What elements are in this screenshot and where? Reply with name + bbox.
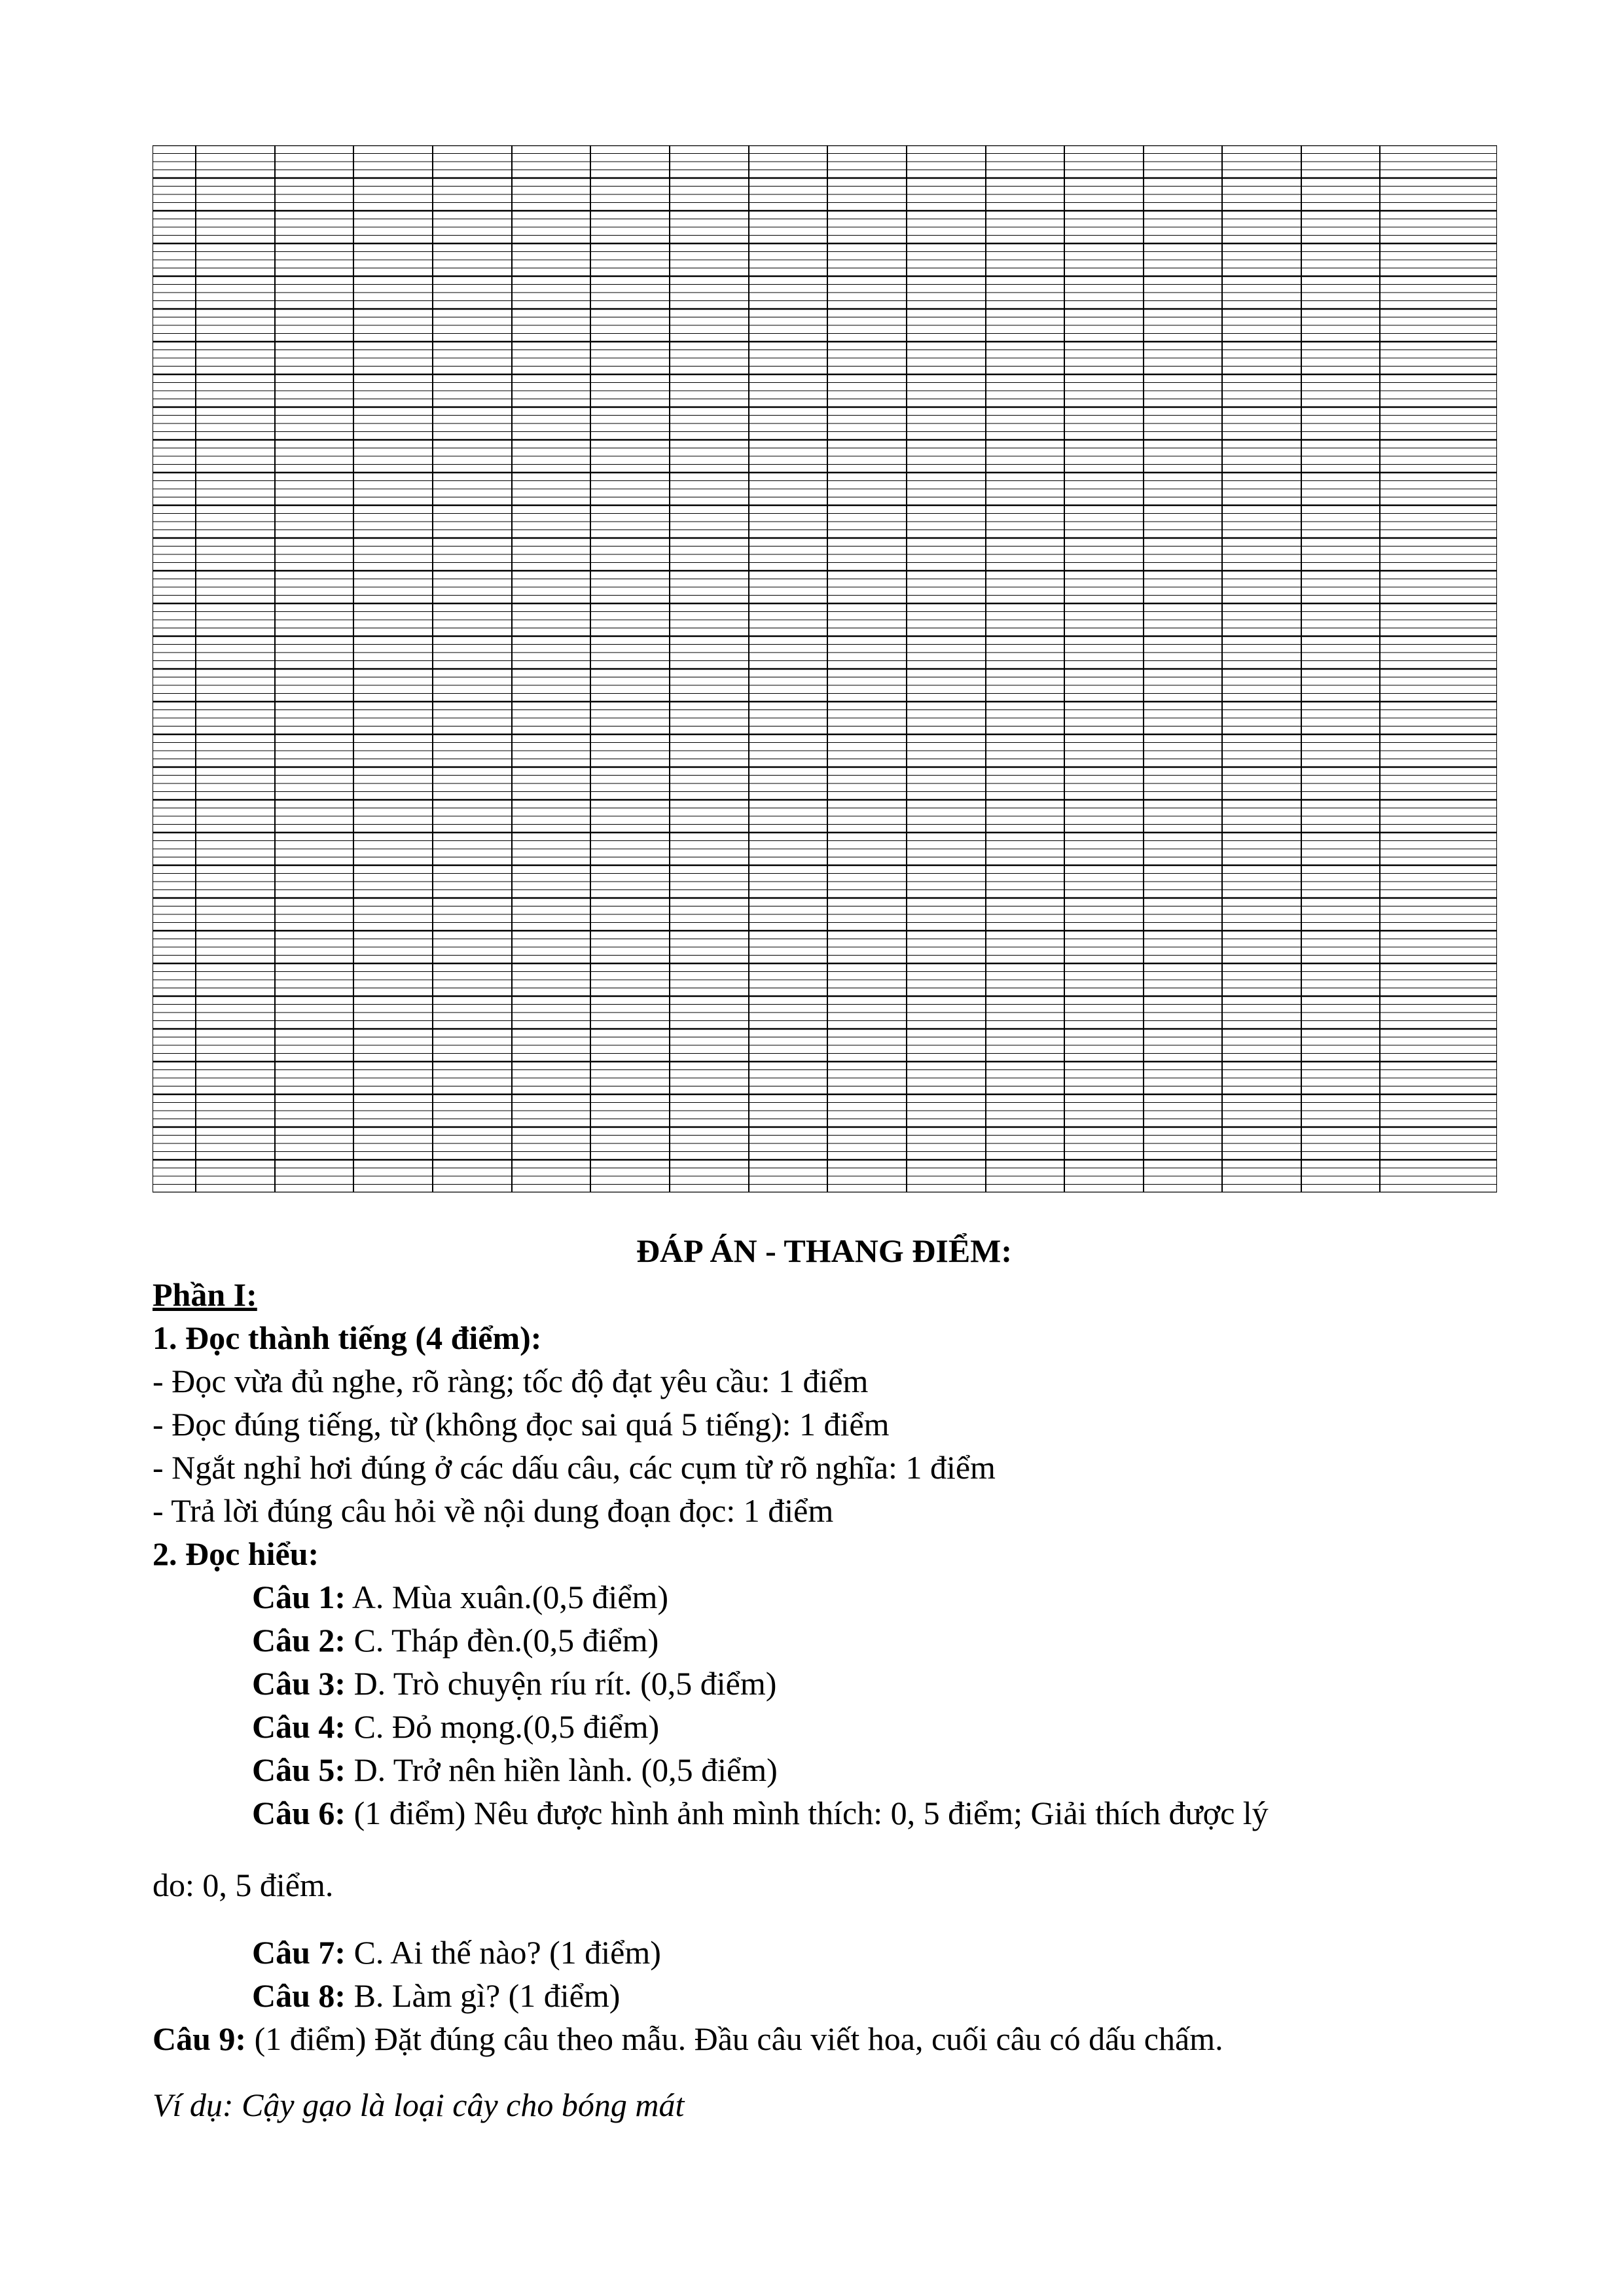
example-sentence: Ví dụ: Cậy gạo là loại cây cho bóng mát — [153, 2087, 685, 2123]
question-label: Câu 4: — [252, 1708, 346, 1745]
criterion-item: - Đọc đúng tiếng, từ (không đọc sai quá 5 tiếng): 1 điểm — [153, 1406, 890, 1443]
question-3 — [252, 1662, 776, 1705]
answer-key-title: ĐÁP ÁN - THANG ĐIỂM: — [636, 1232, 1013, 1269]
criterion-item: - Trả lời đúng câu hỏi về nội dung đoạn đọc: 1 điểm — [153, 1492, 834, 1529]
question-answer: (1 điểm) Đặt đúng câu theo mẫu. Đầu câu viết hoa, cuối câu có dấu chấm. — [246, 2020, 1223, 2057]
question-answer: D. Trở nên hiền lành. (0,5 điểm) — [346, 1751, 778, 1788]
question-7 — [252, 1931, 661, 1974]
criterion-item: - Đọc vừa đủ nghe, rõ ràng; tốc độ đạt yêu cầu: 1 điểm — [153, 1363, 869, 1399]
part-heading: Phần I: — [153, 1276, 257, 1313]
comprehension-heading: 2. Đọc hiểu: — [153, 1535, 319, 1572]
question-6-continuation: do: 0, 5 điểm. — [153, 1867, 334, 1903]
question-2 — [252, 1619, 659, 1662]
question-6 — [252, 1791, 1269, 1835]
question-8 — [252, 1974, 620, 2017]
writing-grid — [153, 145, 1497, 1193]
question-label: Câu 8: — [252, 1977, 346, 2014]
question-answer: (1 điểm) Nêu được hình ảnh mình thích: 0, 5 điểm; Giải thích được lý — [346, 1795, 1269, 1831]
question-9 — [153, 2017, 1223, 2060]
question-5 — [252, 1748, 778, 1791]
question-label: Câu 9: — [153, 2020, 247, 2057]
question-1 — [252, 1575, 668, 1619]
question-4 — [252, 1705, 659, 1748]
question-label: Câu 7: — [252, 1934, 346, 1971]
question-label: Câu 2: — [252, 1622, 346, 1659]
question-answer: C. Ai thế nào? (1 điểm) — [346, 1934, 661, 1971]
criterion-item: - Ngắt nghỉ hơi đúng ở các dấu câu, các cụm từ rõ nghĩa: 1 điểm — [153, 1449, 996, 1486]
reading-aloud-heading: 1. Đọc thành tiếng (4 điểm): — [153, 1319, 542, 1356]
question-answer: A. Mùa xuân.(0,5 điểm) — [346, 1579, 669, 1615]
question-label: Câu 5: — [252, 1751, 346, 1788]
question-answer: D. Trò chuyện ríu rít. (0,5 điểm) — [346, 1665, 777, 1702]
question-answer: C. Đỏ mọng.(0,5 điểm) — [346, 1708, 660, 1745]
question-label: Câu 3: — [252, 1665, 346, 1702]
question-answer: C. Tháp đèn.(0,5 điểm) — [346, 1622, 659, 1659]
question-label: Câu 1: — [252, 1579, 346, 1615]
question-label: Câu 6: — [252, 1795, 346, 1831]
question-answer: B. Làm gì? (1 điểm) — [346, 1977, 621, 2014]
